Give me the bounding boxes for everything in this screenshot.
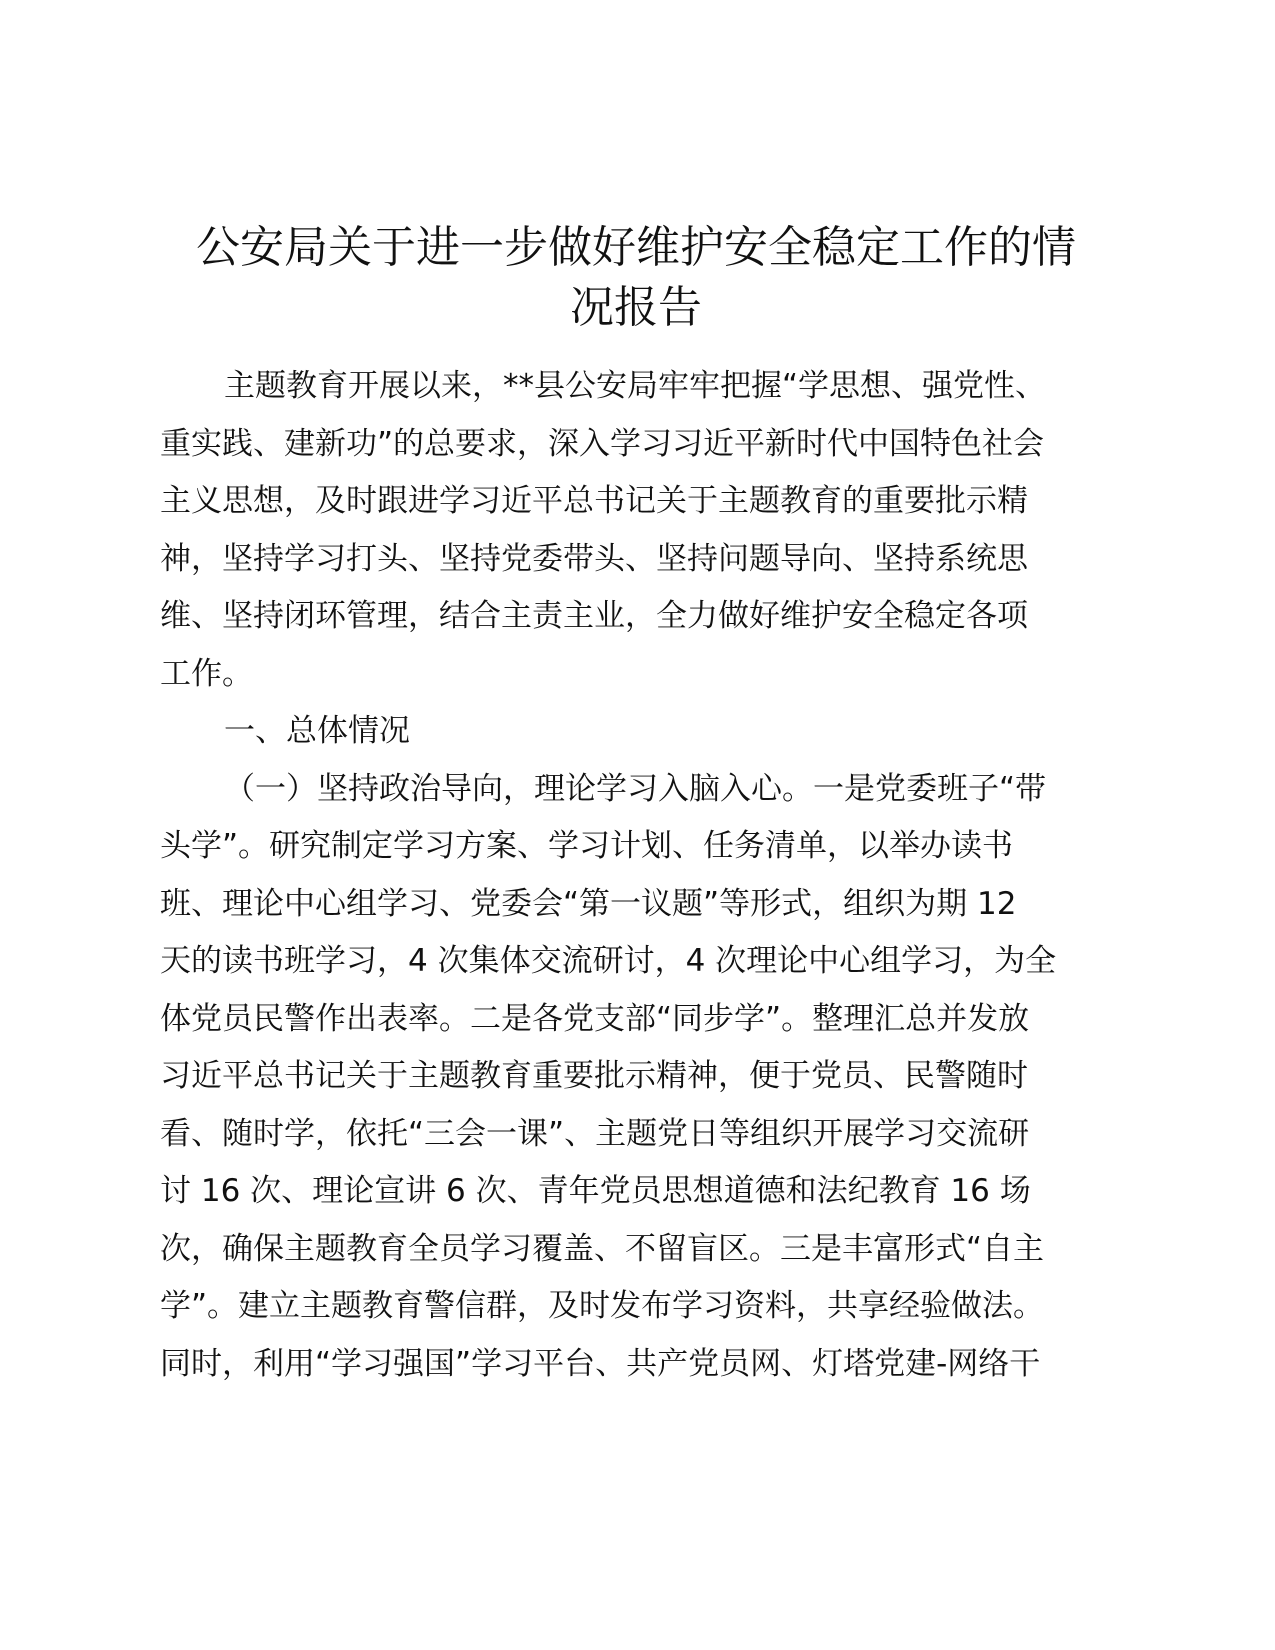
paragraph-line: 重实践、建新功”的总要求，深入学习习近平新时代中国特色社会 <box>160 425 1045 462</box>
paragraph-line: 体党员民警作出表率。二是各党支部“同步学”。整理汇总并发放 <box>160 1000 1030 1037</box>
paragraph-line: 头学”。研究制定学习方案、学习计划、任务清单，以举办读书 <box>160 828 1014 864</box>
document-title <box>160 218 1112 338</box>
section-heading-text: 一、总体情况 <box>224 713 410 749</box>
paragraph-line: 天的读书班学习，4 次集体交流研讨，4 次理论中心组学习，为全 <box>160 943 1057 979</box>
paragraph-line: 工作。 <box>160 655 253 692</box>
paragraph-line: 班、理论中心组学习、党委会“第一议题”等形式，组织为期 12 <box>160 885 1017 922</box>
document-body <box>160 358 1112 1393</box>
title-line: 况报告 <box>570 282 702 333</box>
paragraph-line: 次，确保主题教育全员学习覆盖、不留盲区。三是丰富形式“自主 <box>160 1230 1045 1267</box>
intro-paragraph <box>160 358 1112 703</box>
paragraph-line: （一）坚持政治导向，理论学习入脑入心。一是党委班子“带 <box>224 770 1047 807</box>
paragraph-line: 看、随时学，依托“三会一课”、主题党日等组织开展学习交流研 <box>160 1115 1030 1152</box>
section-paragraph <box>160 761 1112 1394</box>
paragraph-line: 同时，利用“学习强国”学习平台、共产党员网、灯塔党建-网络干 <box>160 1345 1041 1382</box>
section-heading <box>160 703 1112 761</box>
paragraph-line: 神，坚持学习打头、坚持党委带头、坚持问题导向、坚持系统思 <box>160 540 1028 577</box>
paragraph-line: 主题教育开展以来，**县公安局牢牢把握“学思想、强党性、 <box>224 368 1047 404</box>
title-line: 公安局关于进一步做好维护安全稳定工作的情 <box>196 222 1076 273</box>
paragraph-line: 学”。建立主题教育警信群，及时发布学习资料，共享经验做法。 <box>160 1288 1045 1324</box>
paragraph-line: 习近平总书记关于主题教育重要批示精神，便于党员、民警随时 <box>160 1058 1028 1094</box>
paragraph-line: 讨 16 次、理论宣讲 6 次、青年党员思想道德和法纪教育 16 场 <box>160 1173 1031 1209</box>
paragraph-line: 主义思想，及时跟进学习近平总书记关于主题教育的重要批示精 <box>160 483 1028 519</box>
paragraph-line: 维、坚持闭环管理，结合主责主业，全力做好维护安全稳定各项 <box>160 598 1028 634</box>
